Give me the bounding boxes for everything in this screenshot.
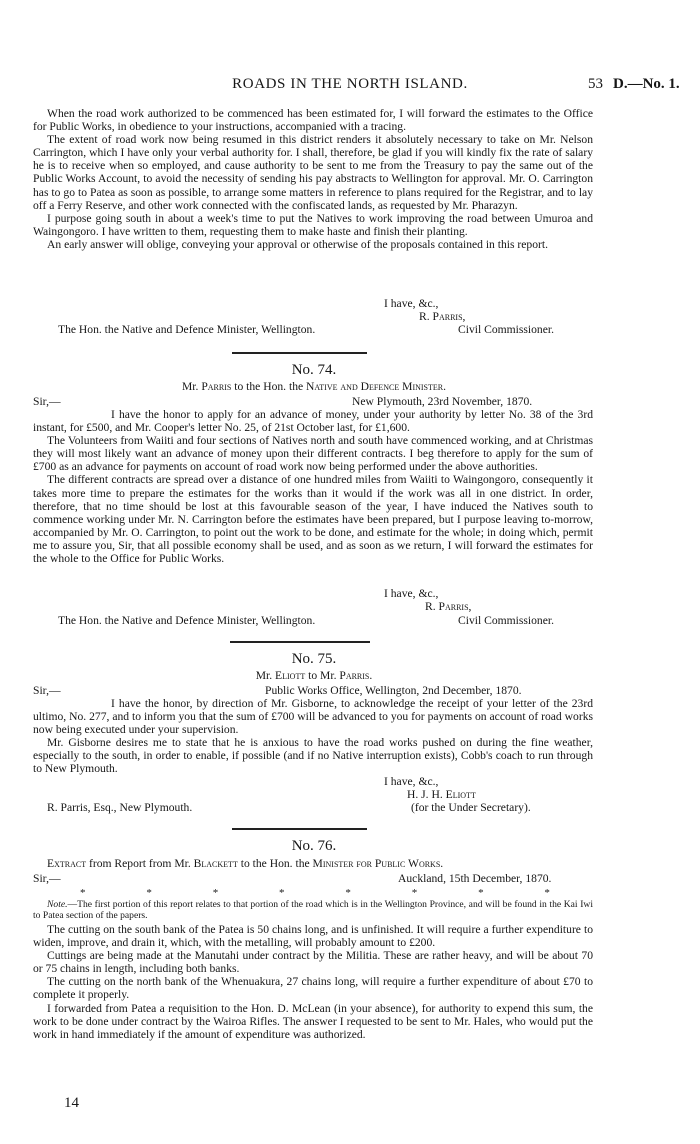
addressee: The Hon. the Native and Defence Minister, Wellington.: [58, 323, 316, 336]
letter76-body: [33, 923, 593, 1041]
salutation: Sir,—: [33, 684, 61, 697]
page-number: 53: [588, 76, 603, 92]
salutation: Sir,—: [33, 872, 61, 885]
paragraph: The cutting on the north bank of the Whenuakura, 27 chains long, will require a further expenditure of about £70 to complete it properly.: [33, 975, 593, 1002]
section-heading: No. 74.: [291, 362, 337, 378]
section-rule: [232, 352, 367, 354]
paragraph: An early answer will oblige, conveying your approval or otherwise of the proposals contained in this report.: [47, 237, 548, 251]
section-rule: [232, 828, 367, 830]
paragraph: The extent of road work now being resumed in this district renders it absolutely necessary to take on Mr. Nelson Carrington, which I have only your verbal authority for. I shall, therefore, be glad if you will kindly fix the rate of salary he is to receive when so employed, and cause authority to be sent to me from the Treasury to pay the same out of the Public Works Account, to avoid the necessity of sending his pay abstracts to Wellington for approval. Mr. O. Carrington has to go to Patea as soon as possible, to arrange some matters in reference to plans required for the Registrar, and to lay off a Ferry Reserve, and other work connected with the confiscated lands, as requested by Mr. Pharazyn.: [33, 133, 593, 212]
star: *: [345, 887, 351, 899]
section-subtitle: Mr. Eliott to Mr. Parris.: [255, 669, 373, 682]
star: *: [212, 887, 219, 899]
paragraph: The cutting on the south bank of the Patea is 50 chains long, and is unfinished. It will require a further expenditure to widen, improve, and drain it, which, with the metalling, will probably amount to £200.: [33, 923, 593, 950]
signer-title: Civil Commissioner.: [458, 614, 554, 627]
editorial-note: Note.—The first portion of this report relates to that portion of the road which is in the Wellington Province, and will be found in the Kai Iwi to Patea section of the papers.: [33, 899, 593, 921]
star: *: [478, 887, 484, 899]
paragraph: I have the honor to apply for an advance of money, under your authority by letter No. 38 of the 3rd instant, for £500, and Mr. Cooper's letter No. 25, of 21st October last, for £1,600.: [33, 408, 593, 435]
place-date: New Plymouth, 23rd November, 1870.: [352, 395, 533, 408]
paragraph: Cuttings are being made at the Manutahi under contract by the Militia. These are rather heavy, and will be about 70 or 75 chains in length, including both banks.: [33, 949, 593, 976]
letter73-body: [33, 107, 593, 251]
closing: I have, &c.,: [384, 297, 439, 310]
section-rule: [230, 641, 370, 643]
star: *: [80, 887, 86, 899]
salutation: Sir,—: [33, 395, 61, 408]
paragraph: Mr. Gisborne desires me to state that he is anxious to have the road works pushed on during the fine weather, especially to the south, in order to enable, if possible (and if no Native interruption exists), Cobb's coach to run through to New Plymouth.: [33, 736, 593, 776]
letter74-body: [33, 408, 593, 565]
ellipsis-stars: [80, 887, 550, 899]
section-subtitle: Mr. Parris to the Hon. the Native and Defence Minister.: [181, 380, 447, 393]
section-heading: No. 76.: [291, 838, 337, 854]
signer-title: Civil Commissioner.: [458, 323, 554, 336]
star: *: [544, 887, 550, 899]
signer: H. J. H. Eliott: [407, 788, 476, 801]
signer: R. Parris,: [425, 600, 472, 613]
addressee: The Hon. the Native and Defence Minister, Wellington.: [58, 614, 316, 627]
paragraph: When the road work authorized to be commenced has been estimated for, I will forward the estimates to the Office for Public Works, in obedience to your instructions, accompanied with a tracing.: [33, 107, 593, 134]
paragraph: I forwarded from Patea a requisition to the Hon. D. McLean (in your absence), for authority to expend this sum, the work to be done under contract by the Wairoa Rifles. The answer I requested to be sent to Mr. Hales, who would put the work in hand immediately if the amount of expenditure was authorized.: [33, 1001, 593, 1041]
star: *: [279, 887, 285, 899]
section-subtitle: Extract from Report from Mr. Blackett to the Hon. the Minister for Public Works.: [47, 857, 444, 870]
place-date: Auckland, 15th December, 1870.: [398, 872, 552, 885]
running-title: ROADS IN THE NORTH ISLAND.: [232, 76, 468, 92]
signature-mark: 14: [64, 1095, 79, 1111]
paragraph: I have the honor, by direction of Mr. Gisborne, to acknowledge the receipt of your letter of the 23rd ultimo, No. 277, and to inform you that the sum of £700 will be advanced to you for payments on account of road works now being executed under your supervision.: [33, 697, 593, 737]
closing: I have, &c.,: [384, 775, 439, 788]
signer-note: (for the Under Secretary).: [411, 801, 531, 814]
addressee: R. Parris, Esq., New Plymouth.: [47, 801, 193, 814]
letter75-body: [33, 697, 593, 776]
section-heading: No. 75.: [291, 651, 337, 667]
star: *: [411, 887, 418, 899]
document-reference: D.—No. 1.: [613, 76, 680, 92]
star: *: [146, 887, 152, 899]
paragraph: I purpose going south in about a week's time to put the Natives to work improving the road between Umuroa and Waingongoro. I have written to them, requesting them to make haste and finish their planting.: [33, 211, 593, 238]
paragraph: The different contracts are spread over a distance of one hundred miles from Waiiti to Waingongoro, consequently it takes more time to prepare the estimates for the works than it would if the work was all in one district. In order, therefore, that no time should be lost at this favourable season of the year, I have induced the Natives south to commence working under Mr. N. Carrington before the estimates have been prepared, but I purpose leaving to-morrow, accompanied by Mr. O. Carrington, to point out the work to be done, and estimate for the whole; in doing which, permit me to assure you, Sir, that all possible economy shall be used, and as soon as we return, I will forward the estimates for the whole to the Office for Public Works.: [33, 473, 593, 566]
signer: R. Parris,: [419, 310, 466, 323]
paragraph: The Volunteers from Waiiti and four sections of Natives north and south have commenced working, and at Christmas they will most likely want an advance of money upon their different contracts. I beg therefore to apply for the sum of £700 as an advance for payments on account of road work now being performed under the above authorities.: [33, 434, 593, 474]
closing: I have, &c.,: [384, 587, 439, 600]
place-date: Public Works Office, Wellington, 2nd December, 1870.: [265, 684, 522, 697]
